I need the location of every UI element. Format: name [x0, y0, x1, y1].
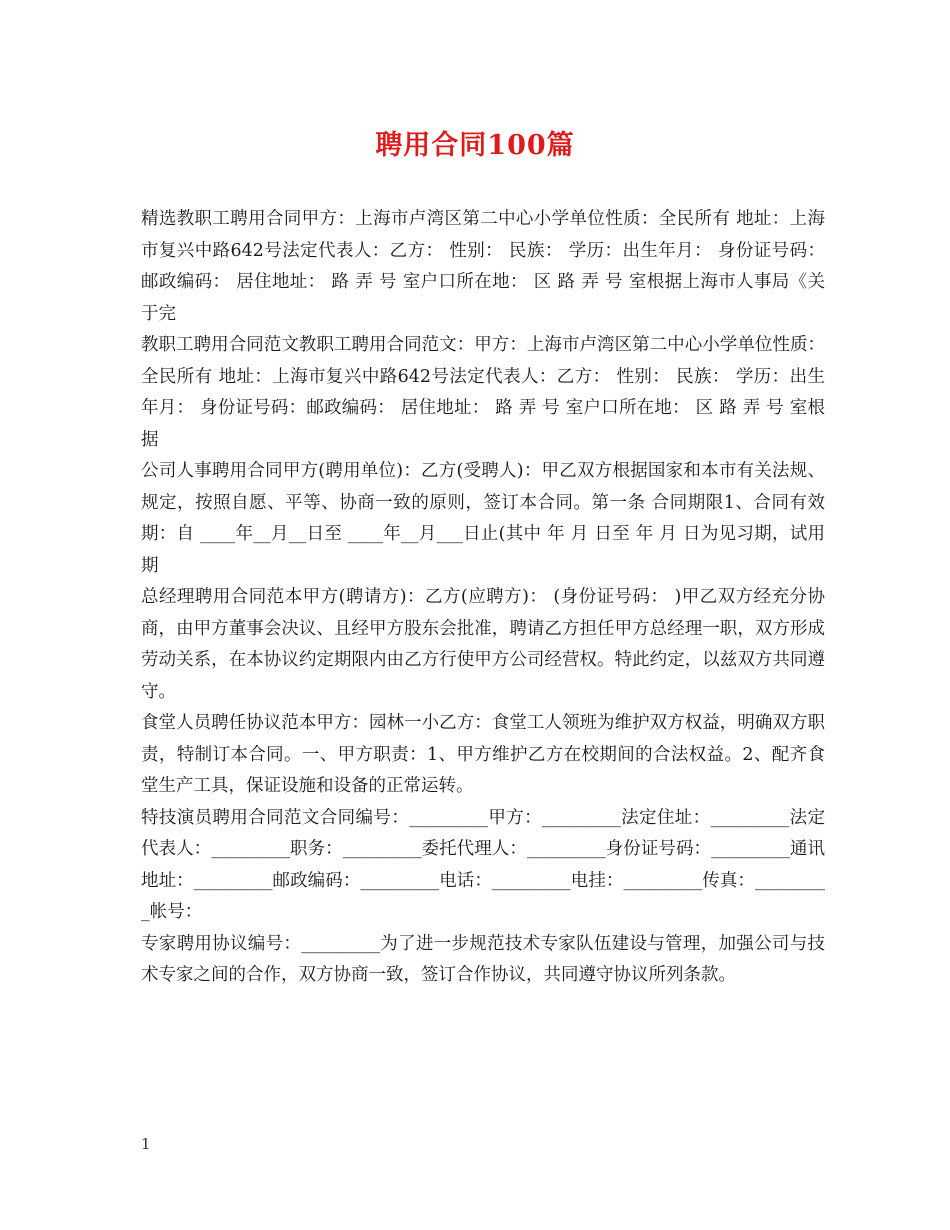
- document-body: [141, 204, 825, 992]
- page-number: 1: [141, 1135, 151, 1153]
- paragraph-general-manager-contract: 总经理聘用合同范本甲方(聘请方)：乙方(应聘方)： (身份证号码： )甲乙双方经充分协商，由甲方董事会决议、且经甲方股东会批准，聘请乙方担任甲方总经理一职，双方形成劳动关系，在本协议约定期限内由乙方行使甲方公司经营权。特此约定，以兹双方共同遵守。: [141, 587, 825, 702]
- paragraph-teacher-contract-selected: 精选教职工聘用合同甲方：上海市卢湾区第二中心小学单位性质：全民所有 地址：上海市复兴中路642号法定代表人：乙方： 性别： 民族： 学历：出生年月： 身份证号码：邮政编码： 居住地址： 路 弄 号 室户口所在地： 区 路 弄 号 室根据上海市人事局《关于完: [141, 209, 825, 324]
- paragraph-canteen-staff-agreement: 食堂人员聘任协议范本甲方：园林一小乙方：食堂工人领班为维护双方权益，明确双方职责，特制订本合同。一、甲方职责：1、甲方维护乙方在校期间的合法权益。2、配齐食堂生产工具，保证设施和设备的正常运转。: [141, 713, 825, 796]
- paragraph-company-hr-contract: 公司人事聘用合同甲方(聘用单位)：乙方(受聘人)：甲乙双方根据国家和本市有关法规、规定，按照自愿、平等、协商一致的原则，签订本合同。第一条 合同期限1、合同有效期：自 ____年__月__日至 ____年__月___日止(其中 年 月 日至 年 月 日为见习期，试用期: [141, 461, 825, 576]
- paragraph-stunt-actor-contract: 特技演员聘用合同范文合同编号：_________甲方：_________法定住址：_________法定代表人：_________职务：_________委托代理人：_________身份证号码：_________通讯地址：_________邮政编码：_________电话：_________电挂：_________传真：_________帐号：: [141, 807, 825, 922]
- paragraph-expert-agreement: 专家聘用协议编号：_________为了进一步规范技术专家队伍建设与管理，加强公司与技术专家之间的合作，双方协商一致，签订合作协议，共同遵守协议所列条款。: [141, 933, 825, 985]
- paragraph-teacher-contract-sample: 教职工聘用合同范文教职工聘用合同范文：甲方：上海市卢湾区第二中心小学单位性质：全民所有 地址：上海市复兴中路642号法定代表人：乙方： 性别： 民族： 学历：出生年月： 身份证号码：邮政编码： 居住地址： 路 弄 号 室户口所在地： 区 路 弄 号 室根据: [141, 335, 825, 450]
- document-title: 聘用合同100篇: [375, 130, 575, 161]
